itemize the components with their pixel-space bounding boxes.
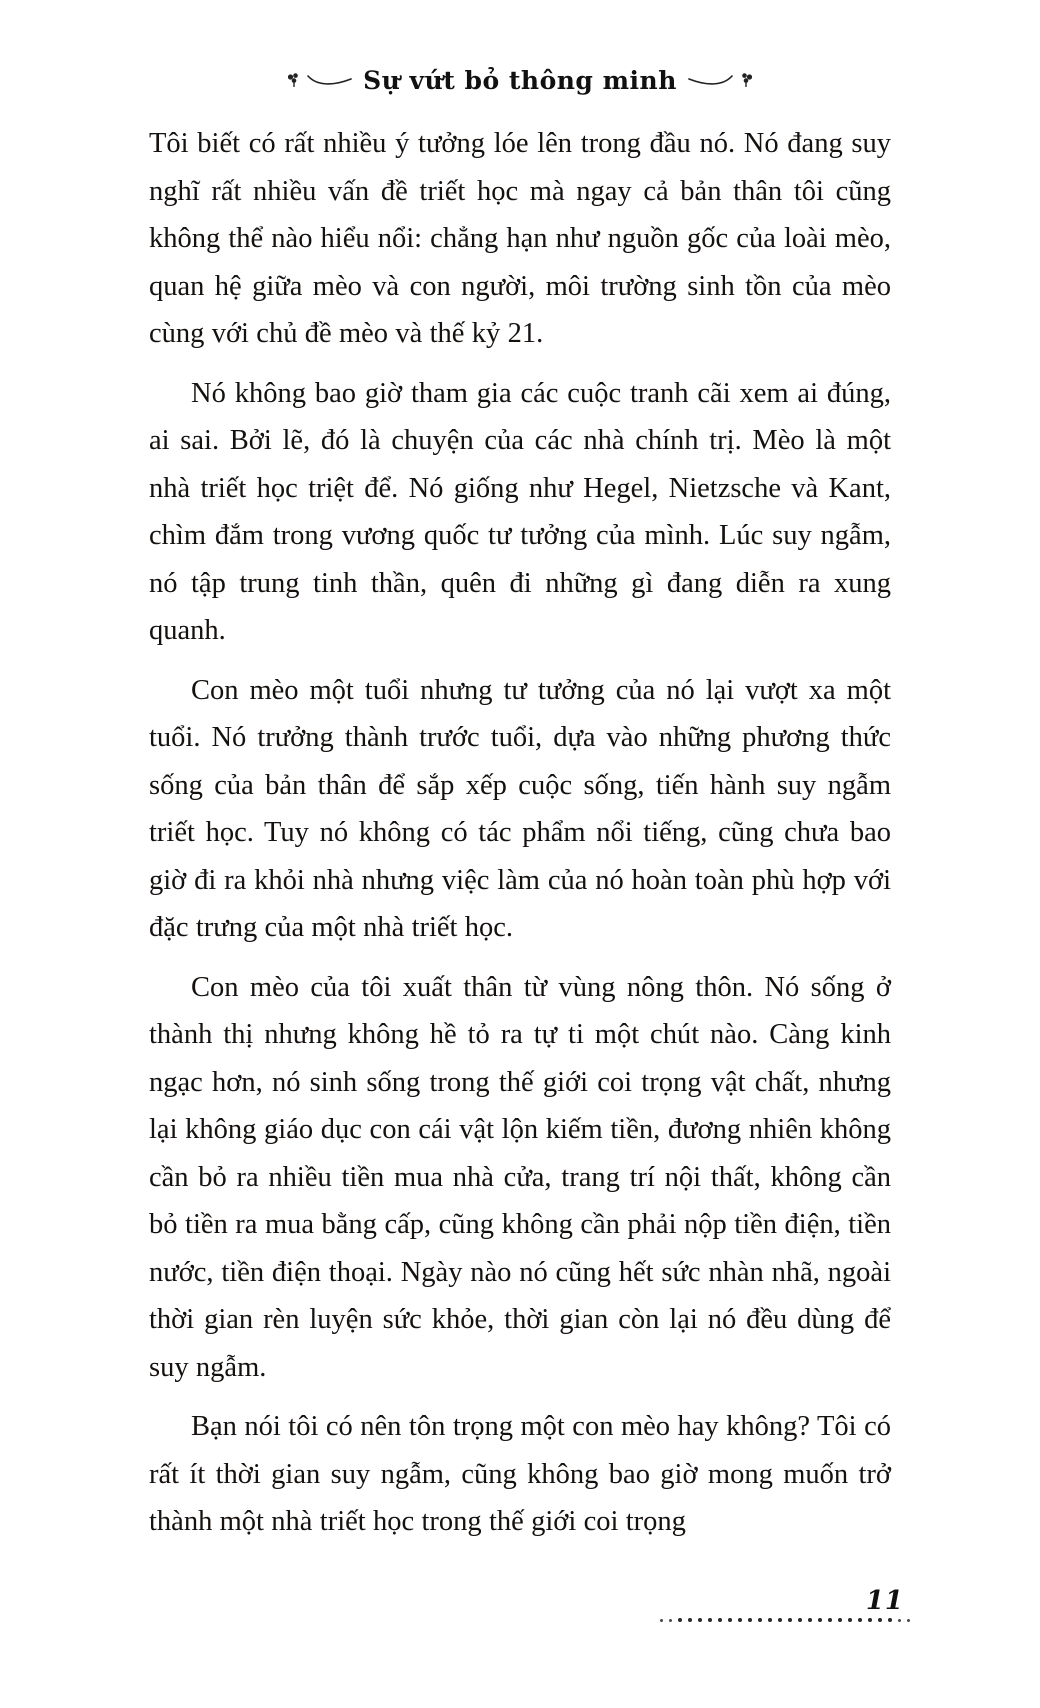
folio (660, 1586, 912, 1622)
running-header (0, 62, 1040, 98)
page-footer (0, 1562, 1040, 1622)
paragraph: Nó không bao giờ tham gia các cuộc tranh cãi xem ai đúng, ai sai. Bởi lẽ, đó là chuyện của các nhà chính trị. Mèo là một nhà triết học triệt để. Nó giống như Hegel, Nietzsche và Kant, chìm đắm trong vương quốc tư tưởng của mình. Lúc suy ngẫm, nó tập trung tinh thần, quên đi những gì đang diễn ra xung quanh. (149, 377, 891, 646)
paragraph: Bạn nói tôi có nên tôn trọng một con mèo hay không? Tôi có rất ít thời gian suy ngẫm, cũng không bao giờ mong muốn trở thành một nhà triết học trong thế giới coi trọng (149, 1411, 891, 1537)
dotted-rule-decoration (660, 1618, 912, 1622)
paragraph: Con mèo một tuổi nhưng tư tưởng của nó lại vượt xa một tuổi. Nó trưởng thành trước tuổi, dựa vào những phương thức sống của bản thân để sắp xếp cuộc sống, tiến hành suy ngẫm triết học. Tuy nó không có tác phẩm nổi tiếng, cũng chưa bao giờ đi ra khỏi nhà nhưng việc làm của nó hoàn toàn phù hợp với đặc trưng của một nhà triết học. (149, 674, 891, 943)
page-title: Sự vứt bỏ thông minh (363, 65, 677, 95)
paragraph: Tôi biết có rất nhiều ý tưởng lóe lên trong đầu nó. Nó đang suy nghĩ rất nhiều vấn đề triết học mà ngay cả bản thân tôi cũng không thể nào hiểu nổi: chẳng hạn như nguồn gốc của loài mèo, quan hệ giữa mèo và con người, môi trường sinh tồn của mèo cùng với chủ đề mèo và thế kỷ 21. (149, 128, 891, 349)
body-text (149, 120, 891, 1546)
page-number: 11 (865, 1586, 904, 1616)
floral-ornament-right-icon (687, 71, 755, 89)
paragraph: Con mèo của tôi xuất thân từ vùng nông thôn. Nó sống ở thành thị nhưng không hề tỏ ra tự ti một chút nào. Càng kinh ngạc hơn, nó sinh sống trong thế giới coi trọng vật chất, nhưng lại không giáo dục con cái vật lộn kiếm tiền, đương nhiên không cần bỏ ra nhiều tiền mua nhà cửa, trang trí nội thất, không cần bỏ tiền ra mua bằng cấp, cũng không cần phải nộp tiền điện, tiền nước, tiền điện thoại. Ngày nào nó cũng hết sức nhàn nhã, ngoài thời gian rèn luyện sức khỏe, thời gian còn lại nó đều dùng để suy ngẫm. (149, 971, 891, 1383)
floral-ornament-left-icon (285, 71, 353, 89)
book-page (0, 62, 1040, 1708)
